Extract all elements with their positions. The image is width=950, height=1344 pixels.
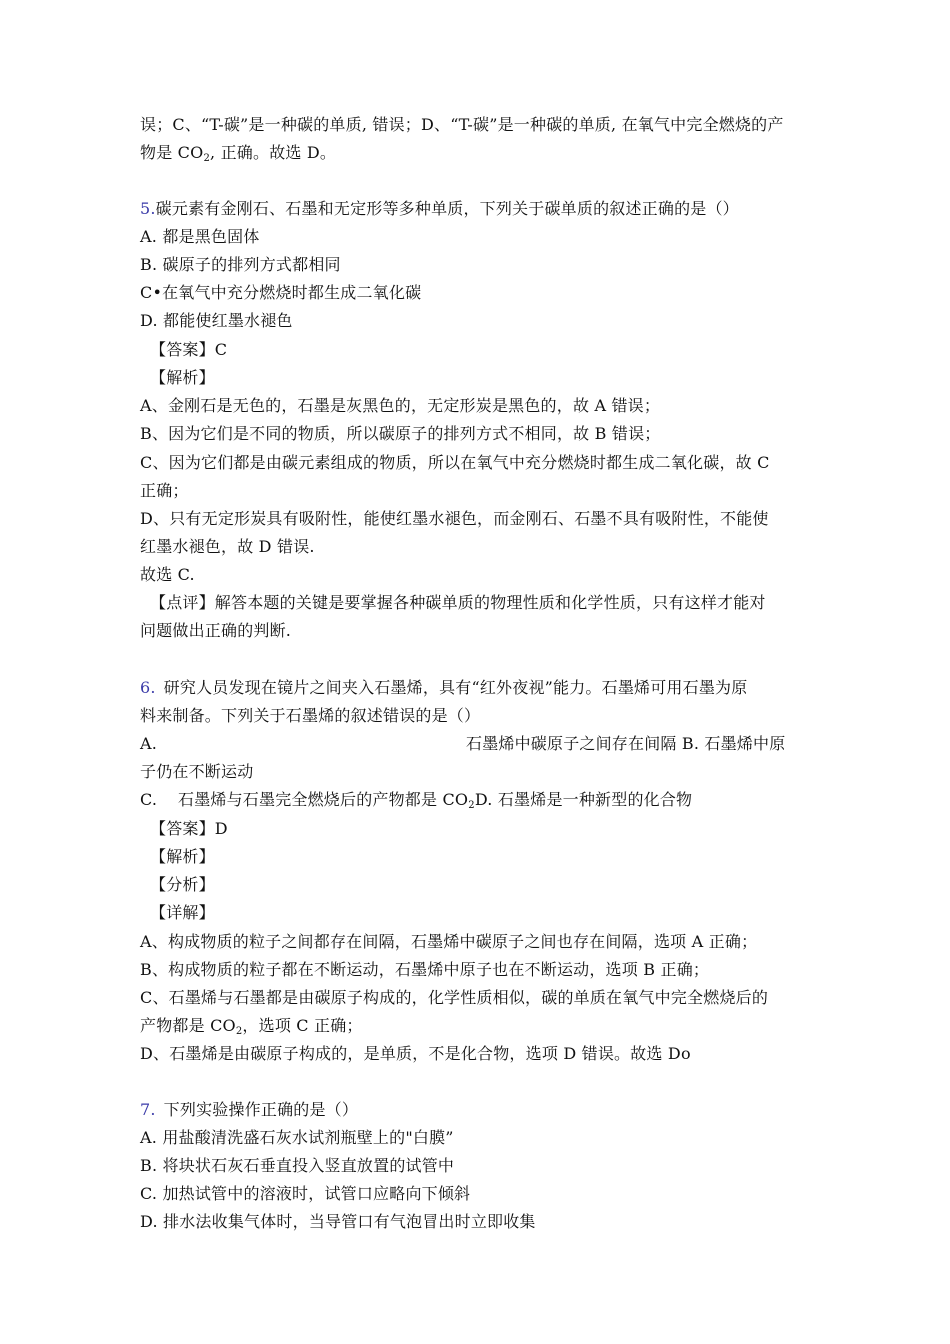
q5-stem: 5.碳元素有金刚石、石墨和无定形等多种单质，下列关于碳单质的叙述正确的是（） xyxy=(140,199,739,218)
q6-detail-line: D、石墨烯是由碳原子构成的，是单质，不是化合物，选项 D 错误。故选 Do xyxy=(140,1044,691,1063)
q6-xiangjie-label: 【详解】 xyxy=(150,903,215,922)
q5-answer: 【答案】C xyxy=(150,340,228,359)
q5-analysis-line: 故选 C. xyxy=(140,565,195,584)
q6-detail-line: B、构成物质的粒子都在不断运动，石墨烯中原子也在不断运动，选项 B 正确； xyxy=(140,960,710,979)
q7-number: 7. xyxy=(140,1100,156,1119)
q4-tail-line-1: 误；C、“T-碳”是一种碳的单质, 错误；D、“T-碳”是一种碳的单质, 在氧气中完全燃烧的产 xyxy=(140,115,784,134)
q6-option-a-text: 石墨烯中碳原子之间存在间隔 B. 石墨烯中原 xyxy=(466,734,786,753)
q6-answer: 【答案】D xyxy=(150,819,228,838)
q5-analysis-label: 【解析】 xyxy=(150,368,215,387)
q5-analysis-line: 红墨水褪色，故 D 错误. xyxy=(140,537,315,556)
q6-detail-line: A、构成物质的粒子之间都存在间隔，石墨烯中碳原子之间也存在间隔，选项 A 正确； xyxy=(140,932,758,951)
q7-stem: 7. 下列实验操作正确的是（） xyxy=(140,1100,359,1119)
q6-option-c-text: 石墨烯与石墨完全燃烧后的产物都是 $CO_2D$. 石墨烯是一种新型的化合物 xyxy=(178,790,693,811)
q5-comment-line: 【点评】解答本题的关键是要掌握各种碳单质的物理性质和化学性质，只有这样才能对 xyxy=(150,593,766,612)
q6-number: 6. xyxy=(140,678,156,697)
q6-analysis-label: 【解析】 xyxy=(150,847,215,866)
q6-stem-line-2: 料来制备。下列关于石墨烯的叙述错误的是（） xyxy=(140,706,481,725)
q5-option-a: A. 都是黑色固体 xyxy=(140,227,260,246)
q6-fenxi-label: 【分析】 xyxy=(150,875,215,894)
q6-option-c-label: C. xyxy=(140,790,158,809)
q7-option-d: D. 排水法收集气体时，当导管口有气泡冒出时立即收集 xyxy=(140,1212,536,1231)
q6-detail-line: C、石墨烯与石墨都是由碳原子构成的，化学性质相似，碳的单质在氧气中完全燃烧后的 xyxy=(140,988,769,1007)
q5-option-c: C•在氧气中充分燃烧时都生成二氧化碳 xyxy=(140,283,422,302)
q5-analysis-line: 正确； xyxy=(140,481,189,500)
q6-stem-line-1: 6. 研究人员发现在镜片之间夹入石墨烯，具有“红外夜视”能力。石墨烯可用石墨为原 xyxy=(140,678,748,697)
q6-option-a-continued: 子仍在不断运动 xyxy=(140,762,254,781)
q5-option-d: D. 都能使红墨水褪色 xyxy=(140,311,293,330)
q7-option-b: B. 将块状石灰石垂直投入竖直放置的试管中 xyxy=(140,1156,455,1175)
q7-option-c: C. 加热试管中的溶液时，试管口应略向下倾斜 xyxy=(140,1184,471,1203)
q5-number: 5. xyxy=(140,199,156,218)
q5-analysis-line: D、只有无定形炭具有吸附性，能使红墨水褪色，而金刚石、石墨不具有吸附性，不能使 xyxy=(140,509,769,528)
q5-analysis-line: A、金刚石是无色的，石墨是灰黑色的，无定形炭是黑色的，故 A 错误； xyxy=(140,396,661,415)
q7-option-a: A. 用盐酸清洗盛石灰水试剂瓶壁上的"白膜” xyxy=(140,1128,454,1147)
q5-analysis-line: C、因为它们都是由碳元素组成的物质，所以在氧气中充分燃烧时都生成二氧化碳，故 C xyxy=(140,453,770,472)
q6-detail-line: 产物都是 $CO_2$，选项 C 正确； xyxy=(140,1016,363,1037)
q4-tail-line-2: 物是 $CO_2$, 正确。故选 D。 xyxy=(140,143,337,164)
q5-comment-line: 问题做出正确的判断. xyxy=(140,621,292,640)
q6-option-a-label: A. xyxy=(140,734,158,753)
q5-option-b: B. 碳原子的排列方式都相同 xyxy=(140,255,341,274)
q5-analysis-line: B、因为它们是不同的物质，所以碳原子的排列方式不相同，故 B 错误； xyxy=(140,424,661,443)
